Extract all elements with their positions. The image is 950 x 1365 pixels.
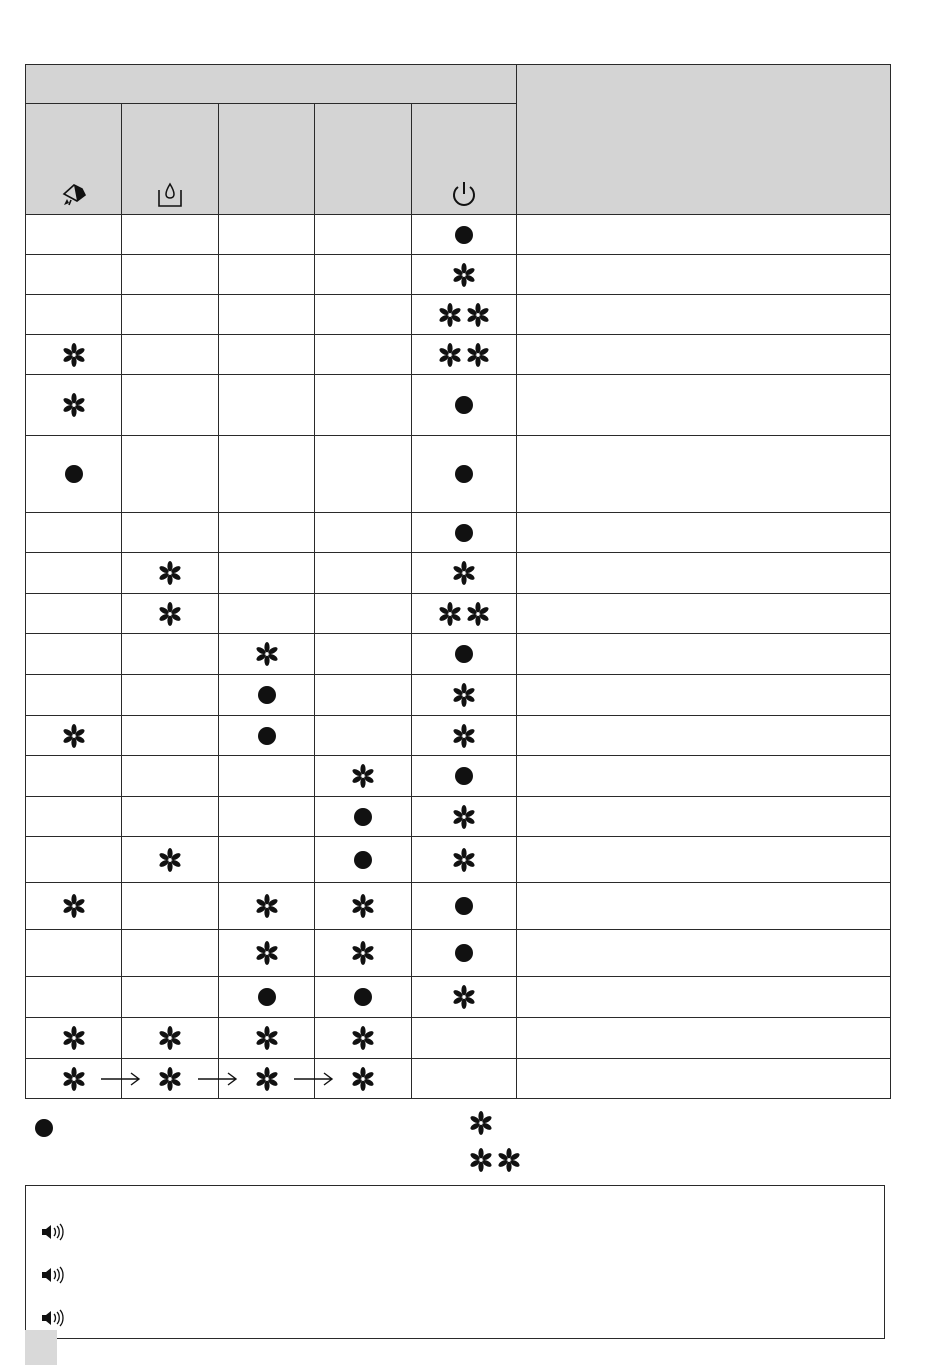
flash-asterisk-icon <box>351 894 375 918</box>
indicator-column-4 <box>315 104 412 215</box>
cleaning-brush-icon <box>58 178 90 210</box>
indicator-cell <box>26 513 122 553</box>
flash-asterisk-icon <box>497 1148 521 1172</box>
indicator-cell <box>315 335 412 375</box>
table-row <box>26 513 891 553</box>
water-tank-icon <box>154 178 186 210</box>
indicator-cell <box>122 215 219 255</box>
indicator-cell <box>315 553 412 594</box>
table-row <box>26 883 891 930</box>
table-row <box>26 295 891 335</box>
indicator-cell <box>122 594 219 634</box>
indicator-cell <box>315 255 412 295</box>
indicator-cell <box>122 553 219 594</box>
on-dot-icon <box>354 988 372 1006</box>
flash-asterisk-icon <box>351 764 375 788</box>
indicator-cell <box>315 930 412 977</box>
on-dot-icon <box>455 767 473 785</box>
flash-asterisk-icon <box>452 561 476 585</box>
indicator-cell <box>412 594 517 634</box>
indicator-cell <box>315 837 412 883</box>
indicator-cell <box>219 756 315 797</box>
on-dot-icon <box>455 465 473 483</box>
description-cell <box>517 594 891 634</box>
table-row <box>26 553 891 594</box>
page-tab <box>25 1330 57 1365</box>
indicator-cell <box>26 295 122 335</box>
indicator-cell <box>219 436 315 513</box>
indicator-cell <box>26 883 122 930</box>
indicator-cell <box>26 1018 122 1059</box>
indicator-cell <box>412 977 517 1018</box>
indicator-cell <box>412 375 517 436</box>
flash-asterisk-icon <box>62 393 86 417</box>
indicator-cell <box>219 335 315 375</box>
indicator-cell <box>26 335 122 375</box>
indicator-cell <box>412 837 517 883</box>
indicator-column-3 <box>219 104 315 215</box>
indicator-cell <box>219 215 315 255</box>
indicator-cell <box>219 594 315 634</box>
indicator-cell <box>315 634 412 675</box>
table-row <box>26 797 891 837</box>
flash-asterisk-icon <box>62 343 86 367</box>
indicator-cell <box>315 797 412 837</box>
flash-asterisk-icon <box>158 1026 182 1050</box>
flash-asterisk-icon <box>438 303 462 327</box>
flash-asterisk-icon <box>62 1067 86 1091</box>
indicator-cell <box>219 255 315 295</box>
indicator-column-2 <box>122 104 219 215</box>
indicator-cell <box>315 977 412 1018</box>
flash-asterisk-icon <box>452 683 476 707</box>
indicator-cell <box>315 375 412 436</box>
on-dot-icon <box>455 944 473 962</box>
description-cell <box>517 930 891 977</box>
table-row <box>26 375 891 436</box>
description-cell <box>517 716 891 756</box>
indicator-cell <box>412 255 517 295</box>
indicator-cell <box>26 215 122 255</box>
sequence-arrow-icon <box>101 1072 141 1086</box>
description-cell <box>517 675 891 716</box>
indicator-cell <box>122 930 219 977</box>
indicator-cell <box>219 930 315 977</box>
description-cell <box>517 977 891 1018</box>
on-dot-icon <box>258 988 276 1006</box>
indicator-cell <box>122 837 219 883</box>
power-icon <box>448 178 480 210</box>
table-row <box>26 436 891 513</box>
indicator-cell <box>26 1059 122 1099</box>
indicator-cell <box>122 634 219 675</box>
legend-item-on <box>35 1119 53 1137</box>
indicator-cell <box>315 215 412 255</box>
indicator-cell <box>219 295 315 335</box>
flash-asterisk-icon <box>466 602 490 626</box>
indicator-cell <box>26 930 122 977</box>
indicator-cell <box>412 436 517 513</box>
indicator-cell <box>219 513 315 553</box>
indicator-column-5 <box>412 104 517 215</box>
indicator-cell <box>315 436 412 513</box>
indicator-cell <box>412 1018 517 1059</box>
indicator-cell <box>219 883 315 930</box>
flash-asterisk-icon <box>469 1148 493 1172</box>
indicator-cell <box>26 634 122 675</box>
indicator-cell <box>26 756 122 797</box>
indicator-cell <box>219 716 315 756</box>
table-row <box>26 1059 891 1099</box>
note-line <box>40 1221 66 1243</box>
legend-item-flash_fast <box>469 1148 521 1172</box>
indicator-cell <box>412 883 517 930</box>
table-row <box>26 675 891 716</box>
indicator-cell <box>315 675 412 716</box>
indicator-cell <box>26 716 122 756</box>
flash-asterisk-icon <box>452 263 476 287</box>
on-dot-icon <box>354 808 372 826</box>
indicator-cell <box>219 634 315 675</box>
description-cell <box>517 215 891 255</box>
flash-asterisk-icon <box>255 1026 279 1050</box>
indicator-cell <box>219 675 315 716</box>
indicator-cell <box>412 634 517 675</box>
note-line <box>40 1307 66 1329</box>
indicator-cell <box>219 837 315 883</box>
indicator-cell <box>219 977 315 1018</box>
on-dot-icon <box>258 727 276 745</box>
indicator-cell <box>122 716 219 756</box>
flash-asterisk-icon <box>62 724 86 748</box>
indicator-cell <box>412 675 517 716</box>
flash-asterisk-icon <box>255 1067 279 1091</box>
indicator-cell <box>412 215 517 255</box>
indicator-cell <box>26 553 122 594</box>
description-cell <box>517 436 891 513</box>
table-row <box>26 930 891 977</box>
description-cell <box>517 1059 891 1099</box>
flash-asterisk-icon <box>255 894 279 918</box>
on-dot-icon <box>35 1119 53 1137</box>
indicator-cell <box>122 436 219 513</box>
indicator-cell <box>122 375 219 436</box>
on-dot-icon <box>455 897 473 915</box>
notes-box <box>25 1185 885 1339</box>
indicator-cell <box>122 1018 219 1059</box>
on-dot-icon <box>258 686 276 704</box>
speaker-sound-icon <box>40 1221 66 1243</box>
flash-asterisk-icon <box>255 642 279 666</box>
indicator-column-1 <box>26 104 122 215</box>
indicator-group-header <box>26 65 517 104</box>
legend-item-flash <box>469 1111 493 1135</box>
table-row <box>26 255 891 295</box>
flash-asterisk-icon <box>62 1026 86 1050</box>
indicator-cell <box>122 255 219 295</box>
indicator-cell <box>122 977 219 1018</box>
indicator-cell <box>122 513 219 553</box>
flash-asterisk-icon <box>255 941 279 965</box>
flash-asterisk-icon <box>158 1067 182 1091</box>
indicator-cell <box>26 797 122 837</box>
table-row <box>26 837 891 883</box>
indicator-cell <box>122 797 219 837</box>
indicator-cell <box>412 797 517 837</box>
sequence-arrow-icon <box>294 1072 334 1086</box>
indicator-cell <box>26 837 122 883</box>
indicator-cell <box>122 756 219 797</box>
table-row <box>26 215 891 255</box>
description-cell <box>517 634 891 675</box>
indicator-cell <box>26 675 122 716</box>
on-dot-icon <box>65 465 83 483</box>
flash-asterisk-icon <box>452 848 476 872</box>
indicator-cell <box>26 594 122 634</box>
description-cell <box>517 375 891 436</box>
flash-asterisk-icon <box>466 343 490 367</box>
description-cell <box>517 1018 891 1059</box>
note-line <box>40 1264 66 1286</box>
table-row <box>26 335 891 375</box>
on-dot-icon <box>354 851 372 869</box>
flash-asterisk-icon <box>158 561 182 585</box>
flash-asterisk-icon <box>351 1026 375 1050</box>
indicator-cell <box>315 594 412 634</box>
indicator-cell <box>26 436 122 513</box>
indicator-cell <box>219 797 315 837</box>
flash-asterisk-icon <box>438 343 462 367</box>
table-row <box>26 716 891 756</box>
indicator-cell <box>315 295 412 335</box>
speaker-sound-icon <box>40 1307 66 1329</box>
description-cell <box>517 255 891 295</box>
indicator-cell <box>219 375 315 436</box>
indicator-cell <box>412 930 517 977</box>
table-row <box>26 756 891 797</box>
indicator-cell <box>315 756 412 797</box>
indicator-cell <box>26 977 122 1018</box>
description-header <box>517 65 891 215</box>
indicator-cell <box>26 375 122 436</box>
indicator-cell <box>315 716 412 756</box>
indicator-cell <box>122 295 219 335</box>
table-row <box>26 634 891 675</box>
description-cell <box>517 553 891 594</box>
speaker-sound-icon <box>40 1264 66 1286</box>
indicator-cell <box>315 883 412 930</box>
indicator-cell <box>315 1018 412 1059</box>
indicator-cell <box>315 513 412 553</box>
table-row <box>26 594 891 634</box>
flash-asterisk-icon <box>438 602 462 626</box>
indicator-cell <box>122 675 219 716</box>
flash-asterisk-icon <box>466 303 490 327</box>
on-dot-icon <box>455 524 473 542</box>
indicator-cell <box>219 553 315 594</box>
flash-asterisk-icon <box>351 1067 375 1091</box>
description-cell <box>517 837 891 883</box>
flash-asterisk-icon <box>351 941 375 965</box>
flash-asterisk-icon <box>158 848 182 872</box>
description-cell <box>517 335 891 375</box>
flash-asterisk-icon <box>62 894 86 918</box>
on-dot-icon <box>455 396 473 414</box>
table-row <box>26 977 891 1018</box>
flash-asterisk-icon <box>452 985 476 1009</box>
flash-asterisk-icon <box>452 724 476 748</box>
indicator-cell <box>26 255 122 295</box>
on-dot-icon <box>455 645 473 663</box>
description-cell <box>517 295 891 335</box>
table-row <box>26 1018 891 1059</box>
flash-asterisk-icon <box>158 602 182 626</box>
on-dot-icon <box>455 226 473 244</box>
flash-asterisk-icon <box>469 1111 493 1135</box>
description-cell <box>517 513 891 553</box>
indicator-cell <box>122 335 219 375</box>
indicator-cell <box>122 883 219 930</box>
indicator-cell <box>412 513 517 553</box>
indicator-cell <box>412 716 517 756</box>
sequence-arrow-icon <box>198 1072 238 1086</box>
indicator-cell <box>412 756 517 797</box>
indicator-cell <box>412 295 517 335</box>
flash-asterisk-icon <box>452 805 476 829</box>
description-cell <box>517 756 891 797</box>
indicator-cell <box>412 335 517 375</box>
indicator-table <box>25 64 891 1099</box>
description-cell <box>517 883 891 930</box>
indicator-cell <box>219 1018 315 1059</box>
indicator-cell <box>412 1059 517 1099</box>
description-cell <box>517 797 891 837</box>
indicator-cell <box>412 553 517 594</box>
